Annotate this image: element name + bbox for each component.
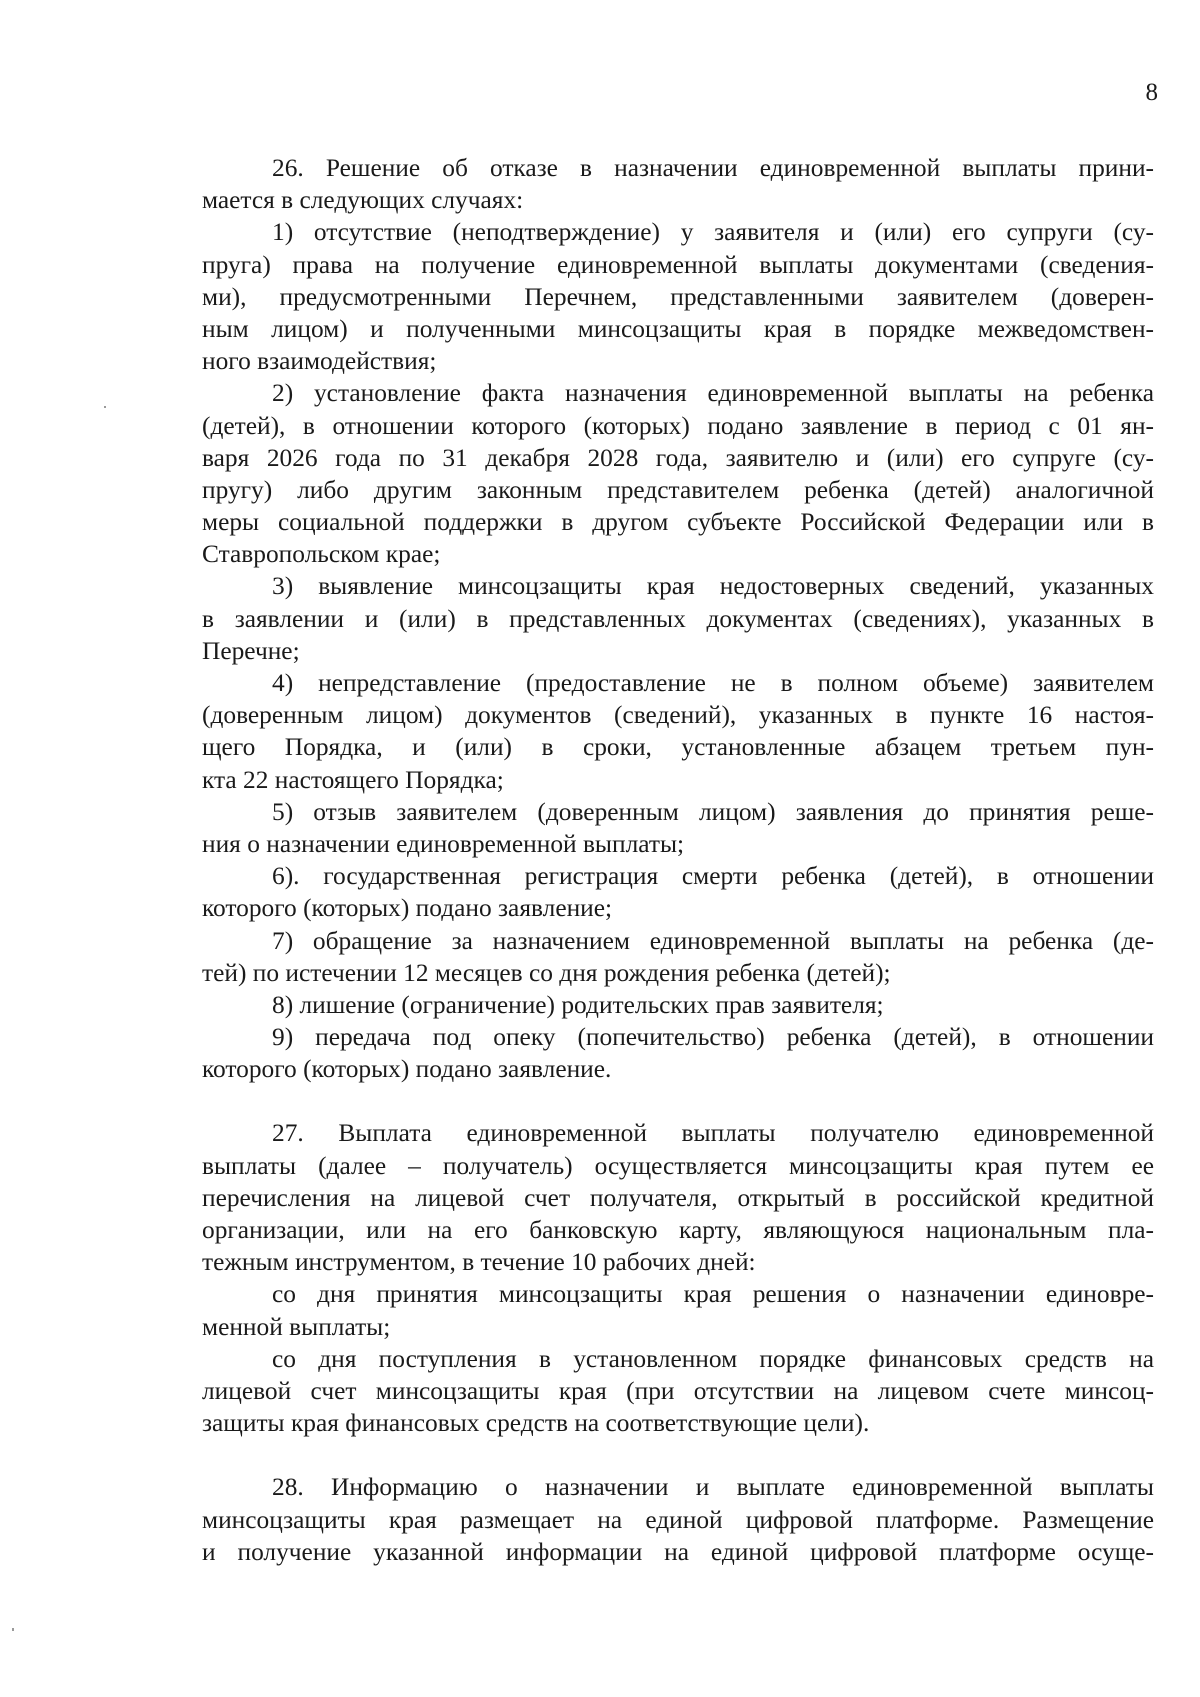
- text-line: 4) непредставление (предоставление не в полном объеме) заявителем: [272, 669, 1154, 697]
- text-line: 9) передача под опеку (попечительство) ребенка (детей), в отношении: [272, 1023, 1154, 1052]
- text-line: которого (которых) подано заявление;: [202, 894, 613, 923]
- text-line: ми), предусмотренными Перечнем, представленными заявителем (доверен-: [202, 282, 1154, 311]
- text-line: ния о назначении единовременной выплаты;: [202, 829, 685, 858]
- text-line: Перечне;: [202, 636, 300, 665]
- text-line: (детей), в отношении которого (которых) подано заявление в период с 01 ян-: [202, 411, 1154, 440]
- page-number: 8: [1145, 79, 1158, 106]
- text-line: лицевой счет минсоцзащиты края (при отсутствии на лицевом счете минсоц-: [202, 1376, 1154, 1405]
- text-line: 2) установление факта назначения единовременной выплаты на ребенка: [272, 379, 1154, 408]
- text-line: пругу) либо другим законным представителем ребенка (детей) аналогичной: [202, 475, 1154, 504]
- text-line: минсоцзащиты края размещает на единой цифровой платформе. Размещение: [202, 1505, 1154, 1534]
- text-line: кта 22 настоящего Порядка;: [202, 765, 504, 794]
- text-line: ным лицом) и полученными минсоцзащиты края в порядке межведомствен-: [202, 314, 1154, 343]
- text-line: организации, или на его банковскую карту, являющуюся национальным пла-: [202, 1216, 1154, 1244]
- text-line: 27. Выплата единовременной выплаты получателю единовременной: [272, 1119, 1154, 1148]
- text-line: со дня принятия минсоцзащиты края решения о назначении единовре-: [272, 1280, 1154, 1309]
- text-line: защиты края финансовых средств на соответствующие цели).: [202, 1409, 870, 1438]
- paragraph-28: [202, 1471, 1154, 1568]
- paragraph-gap: [202, 1085, 1154, 1117]
- text-line: которого (которых) подано заявление.: [202, 1055, 612, 1084]
- text-line: 1) отсутствие (неподтверждение) у заявителя и (или) его супруги (су-: [272, 218, 1154, 247]
- paragraph-26: [202, 152, 1154, 1085]
- text-line: в заявлении и (или) в представленных документах (сведениях), указанных в: [202, 604, 1154, 633]
- text-line: и получение указанной информации на единой цифровой платформе осуще-: [202, 1537, 1154, 1566]
- text-line: со дня поступления в установленном порядке финансовых средств на: [272, 1344, 1154, 1373]
- text-line: меры социальной поддержки в другом субъекте Российской Федерации или в: [202, 508, 1154, 537]
- text-line: (доверенным лицом) документов (сведений), указанных в пункте 16 настоя-: [202, 701, 1154, 730]
- document-body: [202, 152, 1154, 1568]
- text-line: 3) выявление минсоцзащиты края недостоверных сведений, указанных: [272, 572, 1154, 601]
- scan-speck: [12, 1628, 14, 1631]
- text-line: Ставропольском крае;: [202, 540, 441, 569]
- text-line: 7) обращение за назначением единовременной выплаты на ребенка (де-: [272, 926, 1154, 955]
- paragraph-gap: [202, 1439, 1154, 1471]
- text-line: пруга) права на получение единовременной выплаты документами (сведения-: [202, 250, 1154, 279]
- text-line: менной выплаты;: [202, 1312, 391, 1341]
- text-line: тежным инструментом, в течение 10 рабочих дней:: [202, 1248, 756, 1277]
- text-line: 28. Информацию о назначении и выплате единовременной выплаты: [272, 1473, 1154, 1502]
- text-line: 26. Решение об отказе в назначении единовременной выплаты прини-: [272, 154, 1154, 182]
- text-line: варя 2026 года по 31 декабря 2028 года, заявителю и (или) его супруге (су-: [202, 443, 1154, 472]
- text-line: перечисления на лицевой счет получателя, открытый в российской кредитной: [202, 1183, 1154, 1212]
- text-line: щего Порядка, и (или) в сроки, установленные абзацем третьем пун-: [202, 733, 1154, 762]
- text-line: 6). государственная регистрация смерти ребенка (детей), в отношении: [272, 862, 1154, 891]
- scan-speck: [104, 406, 106, 408]
- text-line: ного взаимодействия;: [202, 347, 437, 376]
- paragraph-27: [202, 1117, 1154, 1439]
- text-line: 5) отзыв заявителем (доверенным лицом) заявления до принятия реше-: [272, 797, 1154, 826]
- text-line: тей) по истечении 12 месяцев со дня рождения ребенка (детей);: [202, 958, 891, 987]
- text-line: 8) лишение (ограничение) родительских прав заявителя;: [272, 990, 884, 1019]
- text-line: мается в следующих случаях:: [202, 186, 524, 215]
- text-line: выплаты (далее – получатель) осуществляется минсоцзащиты края путем ее: [202, 1151, 1154, 1180]
